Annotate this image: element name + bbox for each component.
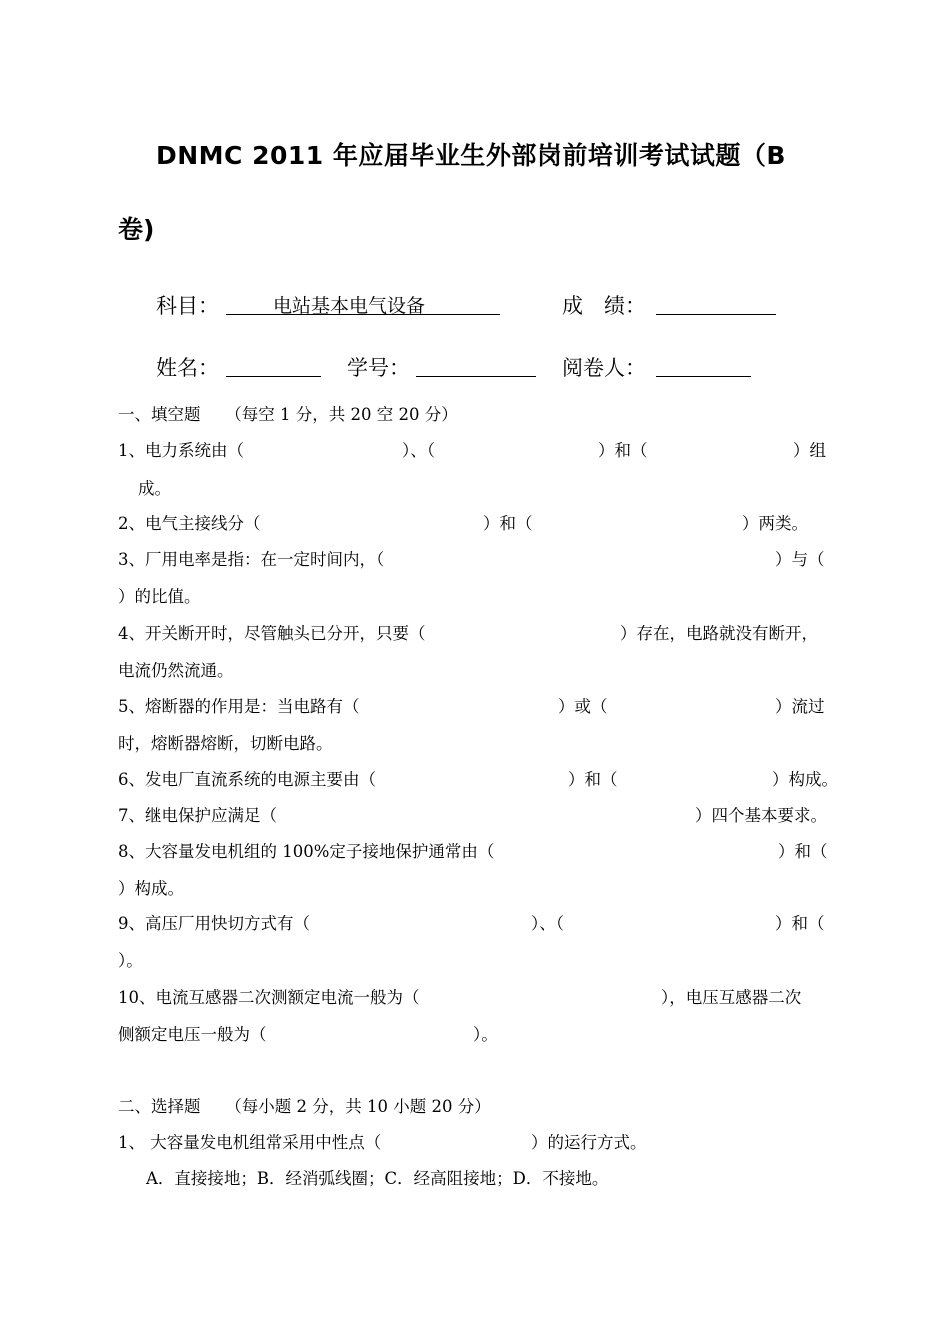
q1-text-d: ）组 bbox=[793, 441, 826, 460]
q4-text-b: ）存在，电路就没有断开， bbox=[620, 624, 818, 643]
grader-field[interactable] bbox=[656, 376, 751, 377]
name-field[interactable] bbox=[226, 376, 321, 377]
q1-text-b: ）、（ bbox=[402, 441, 435, 460]
student-id-label: 学号： bbox=[347, 356, 410, 380]
grader-label: 阅卷人： bbox=[562, 356, 646, 380]
mc-q1-stem-a: 1、 大容量发电机组常采用中性点（ bbox=[118, 1133, 382, 1152]
q2-text-a: 2、电气主接线分（ bbox=[118, 514, 261, 533]
q6-text-c: ）构成。 bbox=[772, 770, 838, 789]
q10-text-c: 侧额定电压一般为（ bbox=[118, 1025, 267, 1044]
q9-text-a: 9、高压厂用快切方式有（ bbox=[118, 914, 310, 933]
score-label: 成 绩： bbox=[562, 294, 646, 318]
q5-text-b: ）或（ bbox=[558, 697, 608, 716]
q3-text-b: ）与（ bbox=[775, 550, 825, 569]
q6-text-b: ）和（ bbox=[568, 770, 618, 789]
q10-text-b: ），电压互感器二次 bbox=[661, 988, 802, 1007]
q10-text-a: 10、电流互感器二次测额定电流一般为（ bbox=[118, 988, 420, 1007]
q8-text-a: 8、大容量发电机组的 100%定子接地保护通常由（ bbox=[118, 842, 495, 861]
score-field[interactable] bbox=[656, 314, 776, 315]
q5-text-a: 5、熔断器的作用是：当电路有（ bbox=[118, 697, 360, 716]
q4-text-c: 电流仍然流通。 bbox=[118, 661, 234, 680]
q3-text-a: 3、厂用电率是指：在一定时间内，（ bbox=[118, 550, 385, 569]
q9-text-b: ）、（ bbox=[531, 914, 564, 933]
q6-text-a: 6、发电厂直流系统的电源主要由（ bbox=[118, 770, 376, 789]
q5-text-c: ）流过 bbox=[775, 697, 825, 716]
exam-title-line2: 卷) bbox=[118, 215, 155, 244]
q10-text-d: ）。 bbox=[473, 1025, 498, 1044]
q7-text-a: 7、继电保护应满足（ bbox=[118, 806, 277, 825]
q5-text-d: 时，熔断器熔断，切断电路。 bbox=[118, 734, 333, 753]
q1-text-a: 1、电力系统由（ bbox=[118, 441, 244, 460]
student-id-field[interactable] bbox=[416, 376, 536, 377]
mc-q1-stem-b: ）的运行方式。 bbox=[531, 1133, 647, 1152]
section-fill-blank-heading: 一、填空题 （每空 1 分，共 20 空 20 分） bbox=[118, 405, 458, 424]
q1-text-c: ）和（ bbox=[598, 441, 648, 460]
section-multiple-choice-heading: 二、选择题 （每小题 2 分，共 10 小题 20 分） bbox=[118, 1097, 491, 1116]
q9-text-c: ）和（ bbox=[775, 914, 825, 933]
name-label: 姓名： bbox=[156, 356, 219, 380]
subject-label: 科目： bbox=[156, 294, 219, 318]
exam-title-line1: DNMC 2011 年应届毕业生外部岗前培训考试试题（B bbox=[156, 141, 786, 170]
q8-text-c: ）构成。 bbox=[118, 879, 184, 898]
q3-text-c: ）的比值。 bbox=[118, 587, 201, 606]
q2-text-b: ）和（ bbox=[483, 514, 533, 533]
q1-text-e: 成。 bbox=[138, 479, 171, 498]
q8-text-b: ）和（ bbox=[778, 842, 828, 861]
q9-text-d: ）。 bbox=[118, 951, 143, 970]
q4-text-a: 4、开关断开时，尽管触头已分开，只要（ bbox=[118, 624, 426, 643]
q2-text-c: ）两类。 bbox=[742, 514, 808, 533]
q7-text-b: ）四个基本要求。 bbox=[695, 806, 827, 825]
mc-q1-options: A．直接接地；B．经消弧线圈；C．经高阻接地；D．不接地。 bbox=[146, 1169, 609, 1188]
subject-value: 电站基本电气设备 bbox=[273, 295, 426, 317]
